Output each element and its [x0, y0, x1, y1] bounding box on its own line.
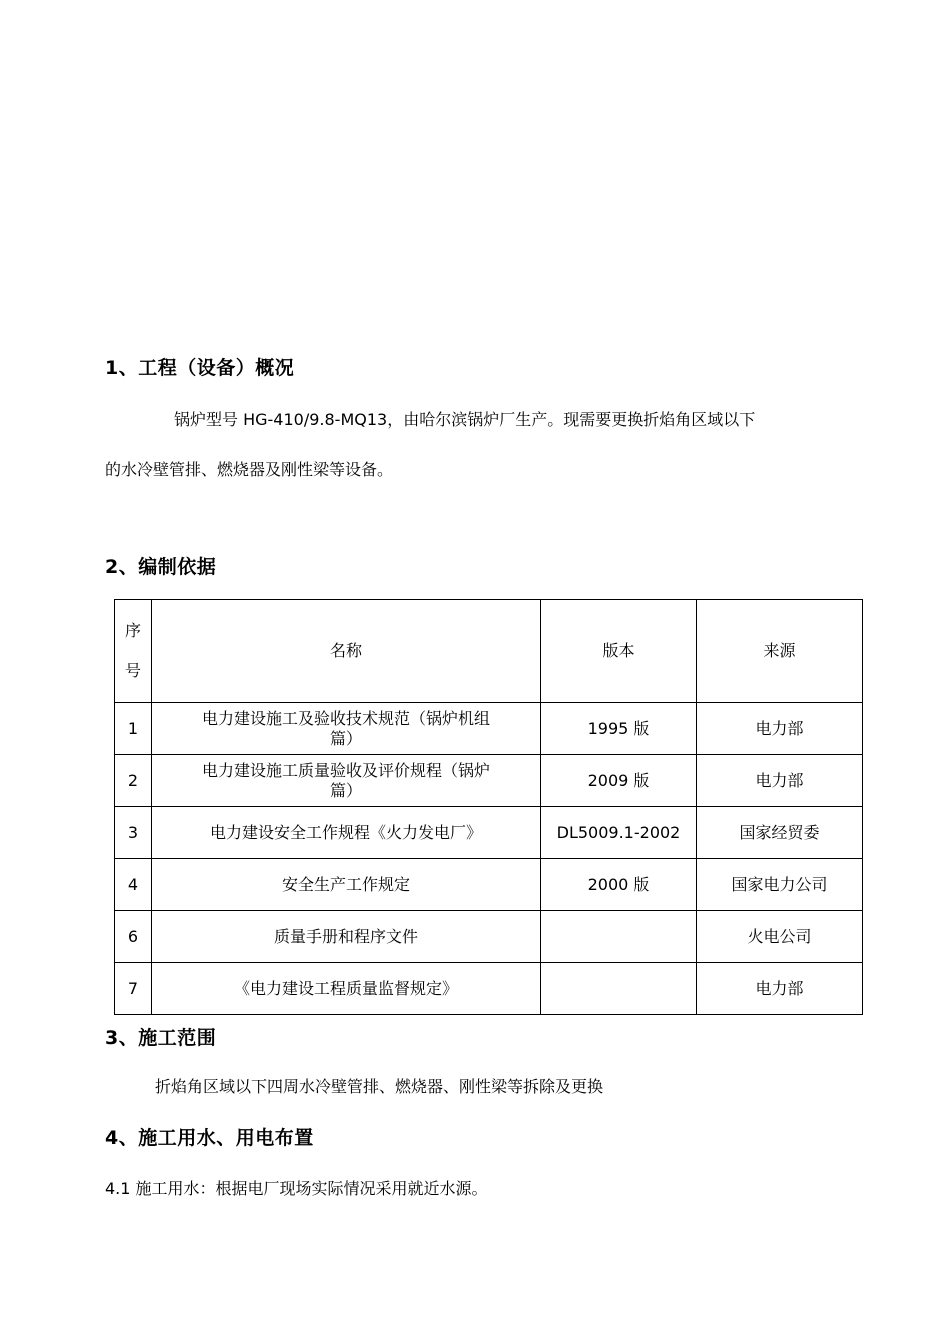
- cell-source: 国家电力公司: [697, 859, 863, 911]
- cell-seq: 2: [115, 755, 152, 807]
- cell-seq: 3: [115, 807, 152, 859]
- cell-seq: 6: [115, 911, 152, 963]
- header-version: 版本: [541, 600, 697, 703]
- header-name: 名称: [152, 600, 541, 703]
- cell-name: [152, 703, 541, 755]
- cell-seq: 4: [115, 859, 152, 911]
- table-row: [115, 963, 863, 1015]
- table-row: [115, 911, 863, 963]
- cell-name: 电力建设安全工作规程《火力发电厂》: [152, 807, 541, 859]
- table-row: [115, 755, 863, 807]
- cell-seq: 7: [115, 963, 152, 1015]
- cell-name: 质量手册和程序文件: [152, 911, 541, 963]
- table-header-row: [115, 600, 863, 703]
- cell-version: 2000 版: [541, 859, 697, 911]
- section4-heading: 4、施工用水、用电布置: [105, 1127, 314, 1149]
- cell-version: 2009 版: [541, 755, 697, 807]
- cell-version: [541, 911, 697, 963]
- cell-version: DL5009.1-2002: [541, 807, 697, 859]
- header-seq: [115, 600, 152, 703]
- cell-source: 国家经贸委: [697, 807, 863, 859]
- cell-seq: 1: [115, 703, 152, 755]
- cell-name: [152, 755, 541, 807]
- table-row: [115, 703, 863, 755]
- cell-source: 电力部: [697, 963, 863, 1015]
- header-seq-line1: 序: [124, 621, 141, 640]
- cell-version: [541, 963, 697, 1015]
- cell-source: 电力部: [697, 755, 863, 807]
- basis-table: [114, 599, 863, 1015]
- table-row: [115, 859, 863, 911]
- table-row: [115, 807, 863, 859]
- section1-para-line1: 锅炉型号 HG-410/9.8-MQ13，由哈尔滨锅炉厂生产。现需要更换折焰角区域以下: [174, 410, 756, 429]
- cell-name-line1: 电力建设施工及验收技术规范（锅炉机组: [201, 708, 490, 728]
- cell-name-line2: 篇）: [329, 728, 362, 748]
- cell-name: 《电力建设工程质量监督规定》: [152, 963, 541, 1015]
- section2-heading: 2、编制依据: [105, 556, 217, 578]
- cell-version: 1995 版: [541, 703, 697, 755]
- section1-para-line2: 的水冷壁管排、燃烧器及刚性梁等设备。: [105, 460, 394, 479]
- header-seq-line2: 号: [124, 661, 141, 680]
- cell-name-line1: 电力建设施工质量验收及评价规程（锅炉: [201, 760, 490, 780]
- section3-heading: 3、施工范围: [105, 1027, 217, 1049]
- section4-para: 4.1 施工用水：根据电厂现场实际情况采用就近水源。: [105, 1179, 488, 1198]
- cell-source: 电力部: [697, 703, 863, 755]
- cell-name-line2: 篇）: [329, 780, 362, 800]
- section3-para: 折焰角区域以下四周水冷壁管排、燃烧器、刚性梁等拆除及更换: [155, 1077, 604, 1096]
- header-source: 来源: [697, 600, 863, 703]
- cell-name: 安全生产工作规定: [152, 859, 541, 911]
- section1-heading: 1、工程（设备）概况: [105, 357, 295, 379]
- cell-source: 火电公司: [697, 911, 863, 963]
